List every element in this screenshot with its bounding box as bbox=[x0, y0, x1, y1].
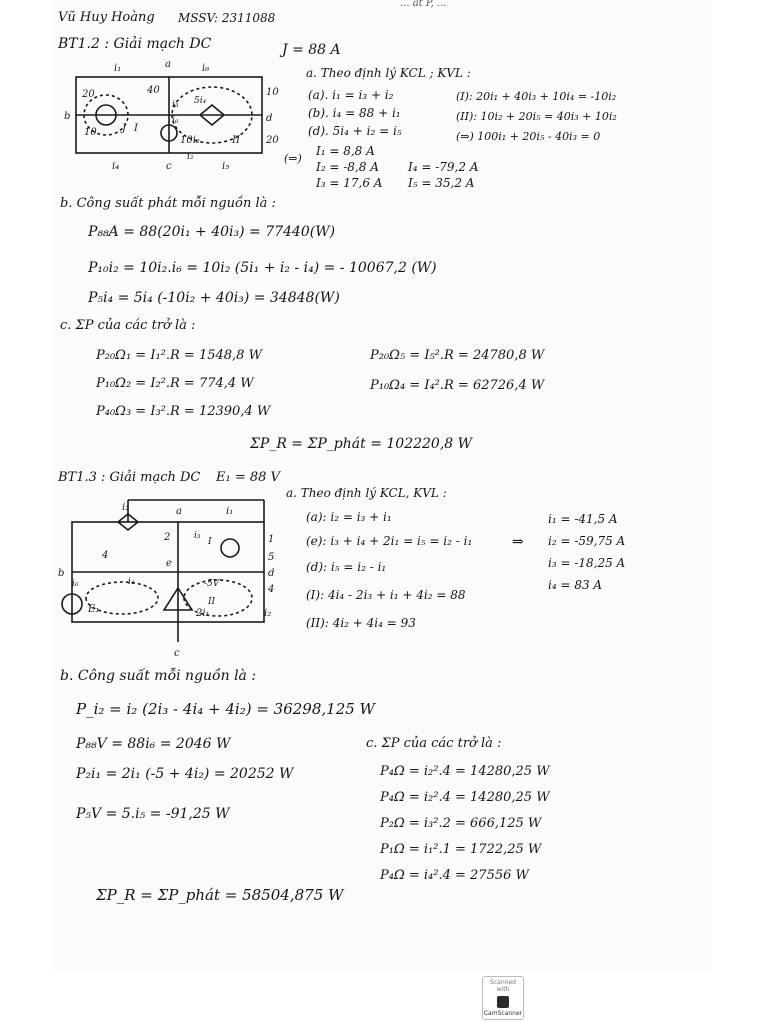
label-node-d: d bbox=[268, 568, 275, 579]
camscanner-icon bbox=[497, 996, 509, 1008]
label-loop-I: I bbox=[208, 537, 212, 547]
bt12-rpower-1: P₂₀Ω₁ = I₁².R = 1548,8 W bbox=[96, 348, 262, 363]
label-r10-top: 10 bbox=[266, 87, 279, 98]
label-loop-II: II bbox=[208, 597, 216, 607]
bt13-rpower-1: P₄Ω = i₂².4 = 14280,25 W bbox=[380, 764, 550, 779]
label-i2: i₂ bbox=[187, 152, 194, 162]
bt12-part-a-heading: a. Theo định lý KCL ; KVL : bbox=[306, 66, 471, 80]
bt12-sol-i4: I₄ = -79,2 A bbox=[408, 160, 479, 174]
bt12-total: ΣP_R = ΣP_phát = 102220,8 W bbox=[250, 436, 473, 452]
label-i2-right: i₂ bbox=[264, 608, 272, 619]
label-2i1: 2i₁ bbox=[196, 608, 210, 619]
label-i3: i₃ bbox=[172, 100, 179, 110]
label-i4: i₄ bbox=[112, 161, 120, 172]
bt13-sol-i2: i₂ = -59,75 A bbox=[548, 534, 626, 548]
bt12-part-c-heading: c. ΣP của các trở là : bbox=[60, 318, 196, 333]
bt12-kcl-2: (b). i₄ = 88 + i₁ bbox=[308, 106, 401, 120]
label-node-b: b bbox=[58, 568, 65, 579]
bt12-sol-i2: I₂ = -8,8 A bbox=[316, 160, 379, 174]
bt13-rpower-2: P₄Ω = i₂².4 = 14280,25 W bbox=[380, 790, 550, 805]
label-node-c: c bbox=[174, 648, 180, 659]
bt13-eq-3: (d): i₅ = i₂ - i₁ bbox=[306, 560, 387, 574]
bt13-sol-i3: i₃ = -18,25 A bbox=[548, 556, 626, 570]
bt13-rpower-5: P₄Ω = i₄².4 = 27556 W bbox=[380, 868, 529, 883]
bt13-power-2: P₈₈V = 88i₆ = 2046 W bbox=[76, 736, 231, 752]
bt12-solution-prefix: (⇒) bbox=[284, 152, 302, 165]
bt12-sol-i1: I₁ = 8,8 A bbox=[316, 144, 375, 158]
bt13-circuit-diagram bbox=[58, 492, 288, 662]
label-node-a: a bbox=[165, 59, 171, 70]
bt13-sol-i1: i₁ = -41,5 A bbox=[548, 512, 618, 526]
bt13-arrow: ⇒ bbox=[512, 534, 524, 550]
bt13-circuit-labels bbox=[58, 502, 274, 659]
bt13-eq-4: (I): 4i₄ - 2i₃ + i₁ + 4i₂ = 88 bbox=[306, 588, 466, 602]
label-node-d: d bbox=[266, 113, 273, 124]
bt13-part-a-heading: a. Theo định lý KCL, KVL : bbox=[286, 486, 447, 500]
label-i6-mid: i₆ bbox=[172, 116, 179, 126]
label-r20-right: 20 bbox=[266, 135, 279, 146]
bt12-rpower-5: P₁₀Ω₄ = I₄².R = 62726,4 W bbox=[370, 378, 545, 393]
scanner-line-2: CamScanner bbox=[483, 1010, 523, 1017]
bt13-power-1: P_i₂ = i₂ (2i₃ - 4i₄ + 4i₂) = 36298,125 W bbox=[76, 700, 375, 718]
student-name: Vũ Huy Hoàng bbox=[58, 10, 155, 25]
bt12-kcl-3: (d). 5i₄ + i₂ = i₅ bbox=[308, 124, 402, 138]
label-i5: i₅ bbox=[222, 161, 230, 172]
label-r4-right: 4 bbox=[268, 584, 275, 595]
label-loop-I: I bbox=[134, 123, 138, 134]
label-r5: 5 bbox=[268, 552, 275, 563]
label-i6: i₆ bbox=[72, 579, 79, 589]
bt13-sol-i4: i₄ = 83 A bbox=[548, 578, 603, 592]
label-J: J bbox=[122, 123, 127, 134]
label-node-a: a bbox=[176, 506, 182, 517]
label-i2-top: i₂ bbox=[122, 502, 130, 513]
bt12-power-3: P₅i₄ = 5i₄ (-10i₂ + 40i₃) = 34848(W) bbox=[88, 290, 340, 306]
bt13-source: E₁ = 88 V bbox=[216, 470, 280, 485]
bt12-kvl-2: (II): 10i₂ + 20i₅ = 40i₃ + 10i₂ bbox=[456, 110, 617, 123]
label-r10-left: 10 bbox=[84, 127, 97, 138]
bt12-part-b-heading: b. Công suất phát mỗi nguồn là : bbox=[60, 196, 276, 211]
bt13-part-b-heading: b. Công suất mỗi nguồn là : bbox=[60, 668, 257, 684]
label-r1: 1 bbox=[268, 534, 275, 545]
label-r40: 40 bbox=[147, 85, 160, 96]
label-r4-left: 4 bbox=[102, 550, 109, 561]
bt13-rpower-3: P₂Ω = i₃².2 = 666,125 W bbox=[380, 816, 542, 831]
label-i4: i₄ bbox=[128, 577, 135, 587]
bt12-kcl-1: (a). i₁ = i₃ + i₂ bbox=[308, 88, 394, 102]
label-i1: i₁ bbox=[226, 506, 234, 517]
bt13-total: ΣP_R = ΣP_phát = 58504,875 W bbox=[96, 886, 344, 904]
bt12-title: BT1.2 : Giải mạch DC bbox=[58, 36, 212, 52]
label-minus5v: -5V bbox=[204, 579, 220, 589]
bt12-kvl-1: (I): 20i₁ + 40i₃ + 10i₄ = -10i₂ bbox=[456, 90, 617, 103]
bt12-power-2: P₁₀i₂ = 10i₂.i₆ = 10i₂ (5i₁ + i₂ - i₄) = - 10067,2 (W) bbox=[88, 260, 437, 276]
label-i6: i₆ bbox=[202, 63, 210, 74]
bt13-title: BT1.3 : Giải mạch DC bbox=[58, 470, 201, 485]
bt12-sol-i5: I₅ = 35,2 A bbox=[408, 176, 475, 190]
bt12-rpower-2: P₁₀Ω₂ = I₂².R = 774,4 W bbox=[96, 376, 254, 391]
bt12-sol-i3: I₃ = 17,6 A bbox=[316, 176, 383, 190]
label-i3: i₃ bbox=[194, 531, 201, 541]
student-id: MSSV: 2311088 bbox=[178, 11, 276, 25]
bt13-power-3: P₂i₁ = 2i₁ (-5 + 4i₂) = 20252 W bbox=[76, 766, 294, 782]
label-i1: i₁ bbox=[114, 63, 122, 74]
scanner-line-1: Scanned with bbox=[490, 979, 516, 993]
label-node-e: e bbox=[166, 558, 172, 569]
bt12-rpower-4: P₂₀Ω₅ = I₅².R = 24780,8 W bbox=[370, 348, 545, 363]
bt13-power-4: P₅V = 5.i₅ = -91,25 W bbox=[76, 806, 230, 822]
bt13-eq-5: (II): 4i₂ + 4i₄ = 93 bbox=[306, 616, 416, 630]
label-E1: E₁ bbox=[88, 604, 100, 615]
header-fragment: ... at P, ... bbox=[400, 0, 447, 9]
label-10i2: 10i₂ bbox=[180, 135, 200, 146]
label-node-c: c bbox=[166, 161, 172, 172]
bt12-power-1: P₈₈A = 88(20i₁ + 40i₃) = 77440(W) bbox=[88, 224, 336, 240]
label-loop-II: II bbox=[232, 135, 240, 146]
label-r20: 20 bbox=[82, 89, 95, 100]
bt13-eq-2: (e): i₃ + i₄ + 2i₁ = i₅ = i₂ - i₁ bbox=[306, 534, 473, 548]
bt12-circuit-diagram bbox=[62, 55, 302, 180]
bt13-eq-1: (a): i₂ = i₃ + i₁ bbox=[306, 510, 392, 524]
bt12-source: J = 88 A bbox=[282, 42, 341, 58]
label-node-b: b bbox=[64, 111, 71, 122]
bt12-rpower-3: P₄₀Ω₃ = I₃².R = 12390,4 W bbox=[96, 404, 271, 419]
bt12-kvl-3: (⇒) 100i₁ + 20i₅ - 40i₃ = 0 bbox=[456, 130, 601, 143]
scanner-watermark bbox=[482, 976, 524, 1020]
label-r2: 2 bbox=[164, 532, 171, 543]
bt13-part-c-heading: c. ΣP của các trở là : bbox=[366, 736, 502, 751]
label-5i4: 5i₄ bbox=[194, 96, 207, 106]
bt13-rpower-4: P₁Ω = i₁².1 = 1722,25 W bbox=[380, 842, 542, 857]
